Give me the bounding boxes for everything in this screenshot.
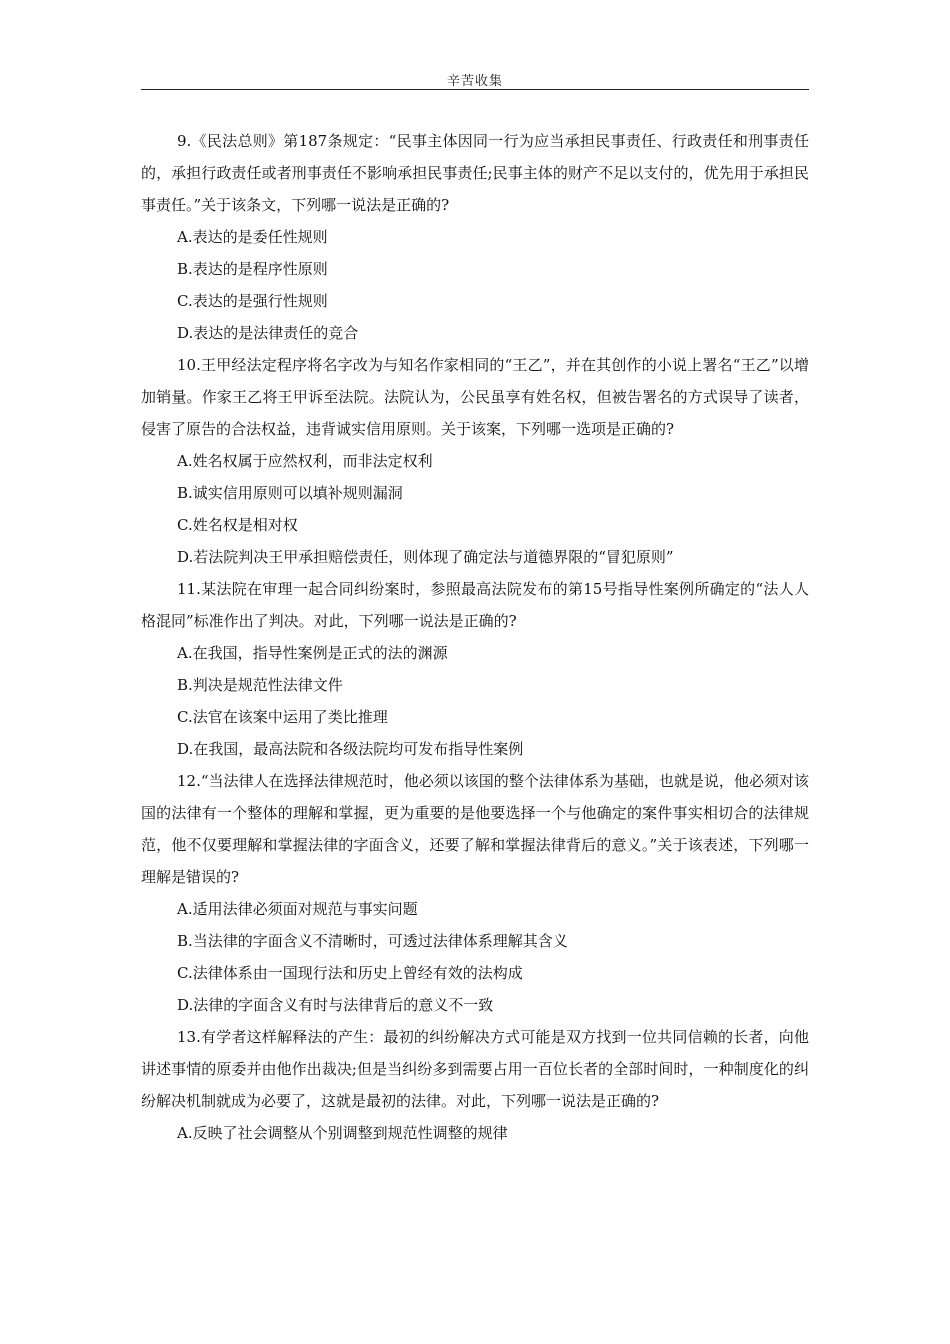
option-a: A.反映了社会调整从个别调整到规范性调整的规律 bbox=[177, 1124, 508, 1142]
document-body bbox=[141, 125, 809, 1149]
option-c: C.法官在该案中运用了类比推理 bbox=[177, 708, 388, 726]
question-9 bbox=[141, 125, 809, 349]
question-stem: 11.某法院在审理一起合同纠纷案时，参照最高法院发布的第15号指导性案例所确定的“法人人格混同”标准作出了判决。对此，下列哪一说法是正确的? bbox=[141, 580, 809, 630]
option-b: B.判决是规范性法律文件 bbox=[177, 676, 343, 694]
question-stem: 9.《民法总则》第187条规定：“民事主体因同一行为应当承担民事责任、行政责任和刑事责任的，承担行政责任或者刑事责任不影响承担民事责任;民事主体的财产不足以支付的，优先用于承担民事责任。”关于该条文，下列哪一说法是正确的? bbox=[141, 132, 809, 214]
question-stem: 12.“当法律人在选择法律规范时，他必须以该国的整个法律体系为基础，也就是说，他必须对该国的法律有一个整体的理解和掌握，更为重要的是他要选择一个与他确定的案件事实相切合的法律规范，他不仅要理解和掌握法律的字面含义，还要了解和掌握法律背后的意义。”关于该表述，下列哪一理解是错误的? bbox=[141, 772, 809, 886]
option-a: A.适用法律必须面对规范与事实问题 bbox=[177, 900, 418, 918]
option-a: A.在我国，指导性案例是正式的法的渊源 bbox=[177, 644, 448, 662]
question-stem: 10.王甲经法定程序将名字改为与知名作家相同的“王乙”，并在其创作的小说上署名“王乙”以增加销量。作家王乙将王甲诉至法院。法院认为，公民虽享有姓名权，但被告署名的方式误导了读者，侵害了原告的合法权益，违背诚实信用原则。关于该案，下列哪一选项是正确的? bbox=[141, 356, 809, 438]
option-d: D.法律的字面含义有时与法律背后的意义不一致 bbox=[177, 996, 494, 1014]
option-c: C.法律体系由一国现行法和历史上曾经有效的法构成 bbox=[177, 964, 523, 982]
question-12 bbox=[141, 765, 809, 1021]
option-b: B.表达的是程序性原则 bbox=[177, 260, 328, 278]
option-b: B.诚实信用原则可以填补规则漏洞 bbox=[177, 484, 403, 502]
question-11 bbox=[141, 573, 809, 765]
question-13 bbox=[141, 1021, 809, 1149]
option-d: D.表达的是法律责任的竞合 bbox=[177, 324, 359, 342]
header-divider bbox=[141, 89, 809, 90]
option-b: B.当法律的字面含义不清晰时，可透过法律体系理解其含义 bbox=[177, 932, 568, 950]
option-a: A.表达的是委任性规则 bbox=[177, 228, 328, 246]
question-10 bbox=[141, 349, 809, 573]
question-stem: 13.有学者这样解释法的产生：最初的纠纷解决方式可能是双方找到一位共同信赖的长者，向他讲述事情的原委并由他作出裁决;但是当纠纷多到需要占用一百位长者的全部时间时，一种制度化的纠纷解决机制就成为必要了，这就是最初的法律。对此，下列哪一说法是正确的? bbox=[141, 1028, 809, 1110]
page-header: 辛苦收集 bbox=[446, 74, 503, 89]
option-c: C.姓名权是相对权 bbox=[177, 516, 298, 534]
option-c: C.表达的是强行性规则 bbox=[177, 292, 328, 310]
option-d: D.在我国，最高法院和各级法院均可发布指导性案例 bbox=[177, 740, 524, 758]
option-a: A.姓名权属于应然权利，而非法定权利 bbox=[177, 452, 433, 470]
option-d: D.若法院判决王甲承担赔偿责任，则体现了确定法与道德界限的“冒犯原则” bbox=[177, 548, 674, 566]
